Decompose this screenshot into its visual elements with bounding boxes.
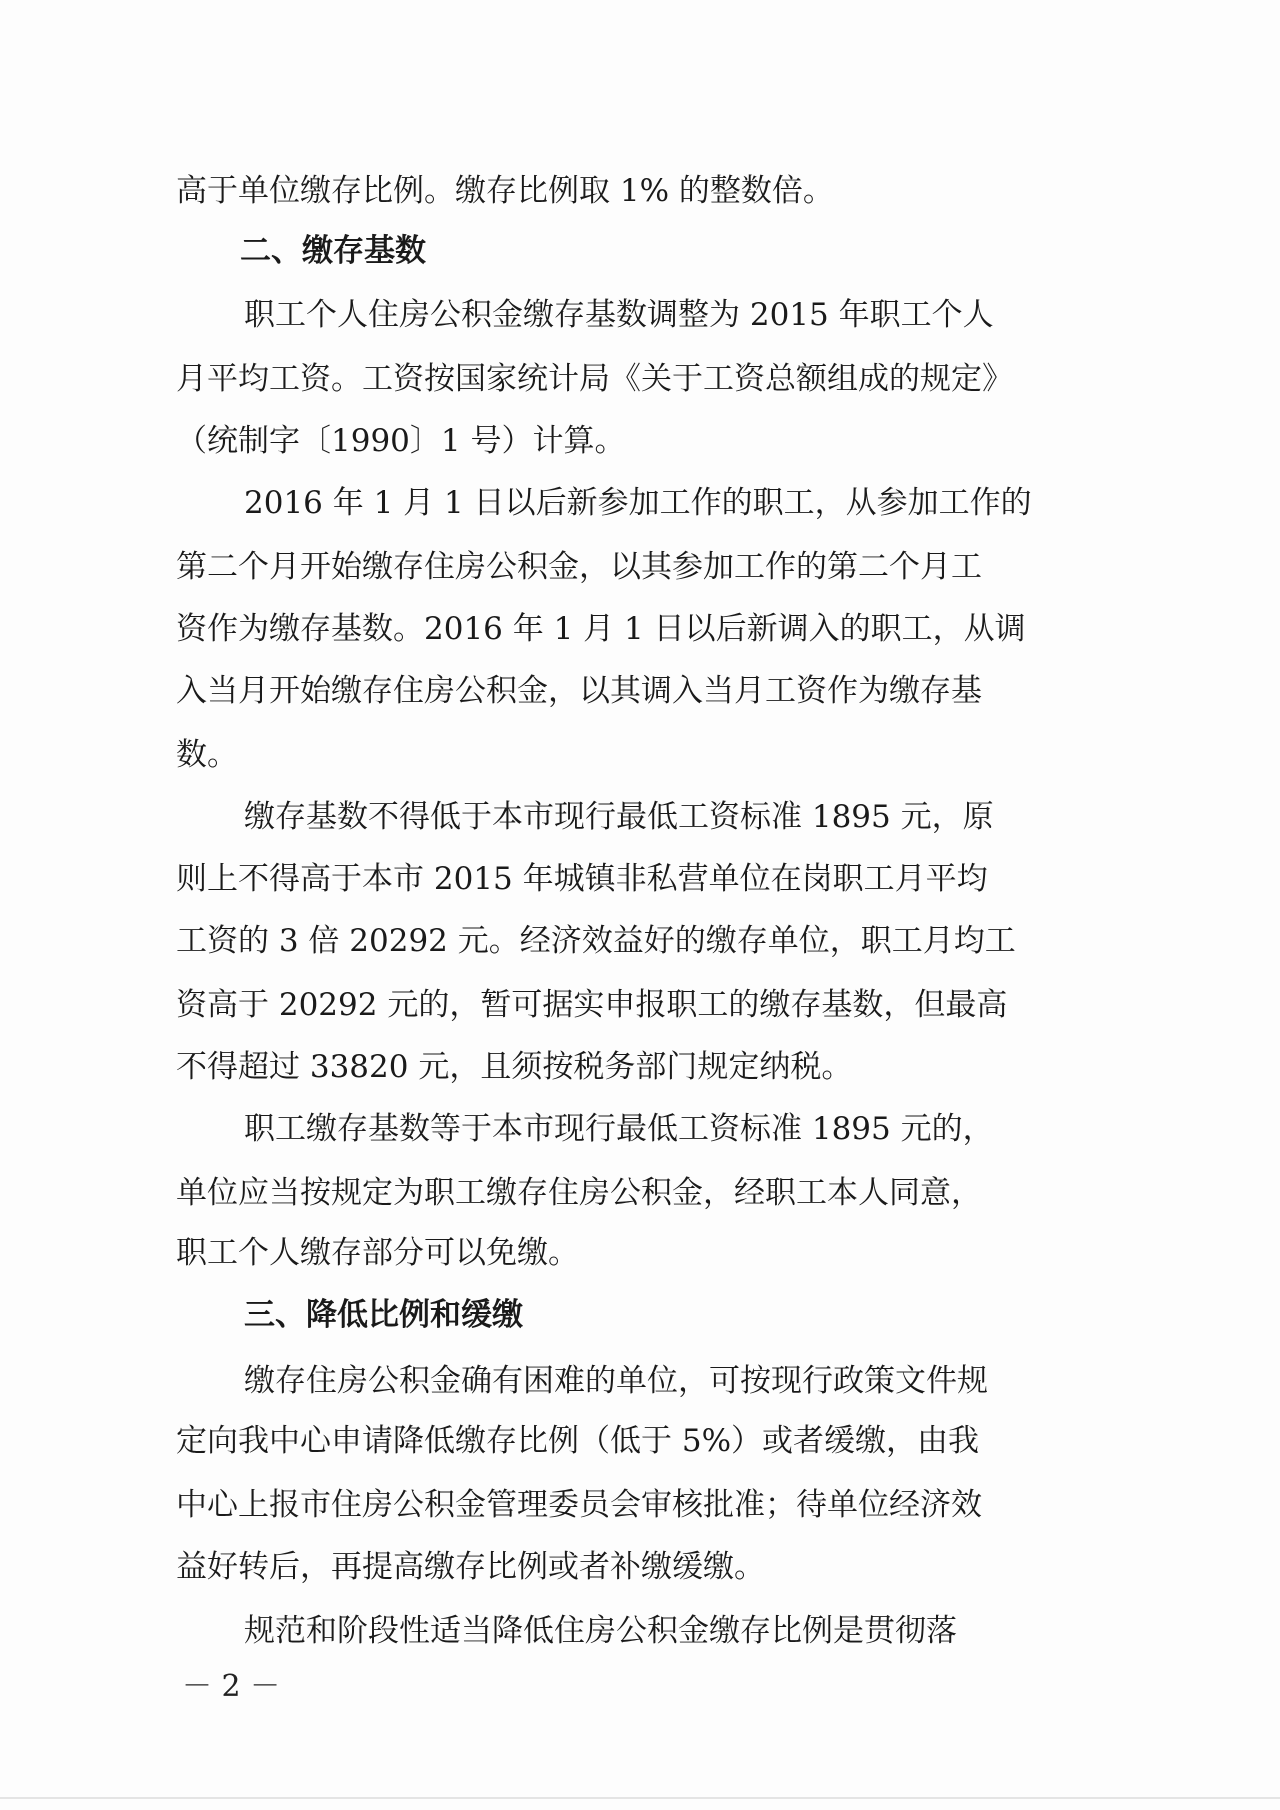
body-line: 缴存基数不得低于本市现行最低工资标准 1895 元，原 bbox=[244, 799, 994, 835]
body-line: 入当月开始缴存住房公积金，以其调入当月工资作为缴存基 bbox=[176, 673, 982, 709]
body-line: 职工个人缴存部分可以免缴。 bbox=[176, 1235, 579, 1271]
page-edge-divider bbox=[0, 1797, 1280, 1799]
body-line: 月平均工资。工资按国家统计局《关于工资总额组成的规定》 bbox=[176, 361, 1013, 397]
body-line: 则上不得高于本市 2015 年城镇非私营单位在岗职工月平均 bbox=[176, 861, 988, 897]
body-line: （统制字〔1990〕1 号）计算。 bbox=[176, 423, 626, 459]
body-line: 数。 bbox=[176, 737, 238, 773]
body-line: 资高于 20292 元的，暂可据实申报职工的缴存基数，但最高 bbox=[176, 987, 1008, 1023]
body-line: 工资的 3 倍 20292 元。经济效益好的缴存单位，职工月均工 bbox=[176, 923, 1016, 959]
body-line: 职工个人住房公积金缴存基数调整为 2015 年职工个人 bbox=[244, 297, 994, 333]
body-line: 不得超过 33820 元，且须按税务部门规定纳税。 bbox=[176, 1049, 853, 1085]
body-line: 资作为缴存基数。2016 年 1 月 1 日以后新调入的职工，从调 bbox=[176, 611, 1026, 647]
body-line: 职工缴存基数等于本市现行最低工资标准 1895 元的， bbox=[244, 1111, 994, 1147]
page-number: － 2 － bbox=[182, 1669, 281, 1704]
body-line: 益好转后，再提高缴存比例或者补缴缓缴。 bbox=[176, 1549, 765, 1585]
body-line: 2016 年 1 月 1 日以后新参加工作的职工，从参加工作的 bbox=[244, 485, 1032, 521]
section-heading-contribution-base: 二、缴存基数 bbox=[240, 233, 426, 269]
section-heading-rate-reduction: 三、降低比例和缓缴 bbox=[244, 1297, 523, 1333]
body-line: 定向我中心申请降低缴存比例（低于 5%）或者缓缴，由我 bbox=[176, 1423, 980, 1459]
body-line: 第二个月开始缴存住房公积金，以其参加工作的第二个月工 bbox=[176, 549, 982, 585]
body-line: 规范和阶段性适当降低住房公积金缴存比例是贯彻落 bbox=[244, 1613, 957, 1649]
body-line: 缴存住房公积金确有困难的单位，可按现行政策文件规 bbox=[244, 1363, 988, 1399]
body-line: 中心上报市住房公积金管理委员会审核批准；待单位经济效 bbox=[176, 1487, 982, 1523]
body-line: 高于单位缴存比例。缴存比例取 1% 的整数倍。 bbox=[176, 173, 834, 209]
body-line: 单位应当按规定为职工缴存住房公积金，经职工本人同意， bbox=[176, 1175, 982, 1211]
